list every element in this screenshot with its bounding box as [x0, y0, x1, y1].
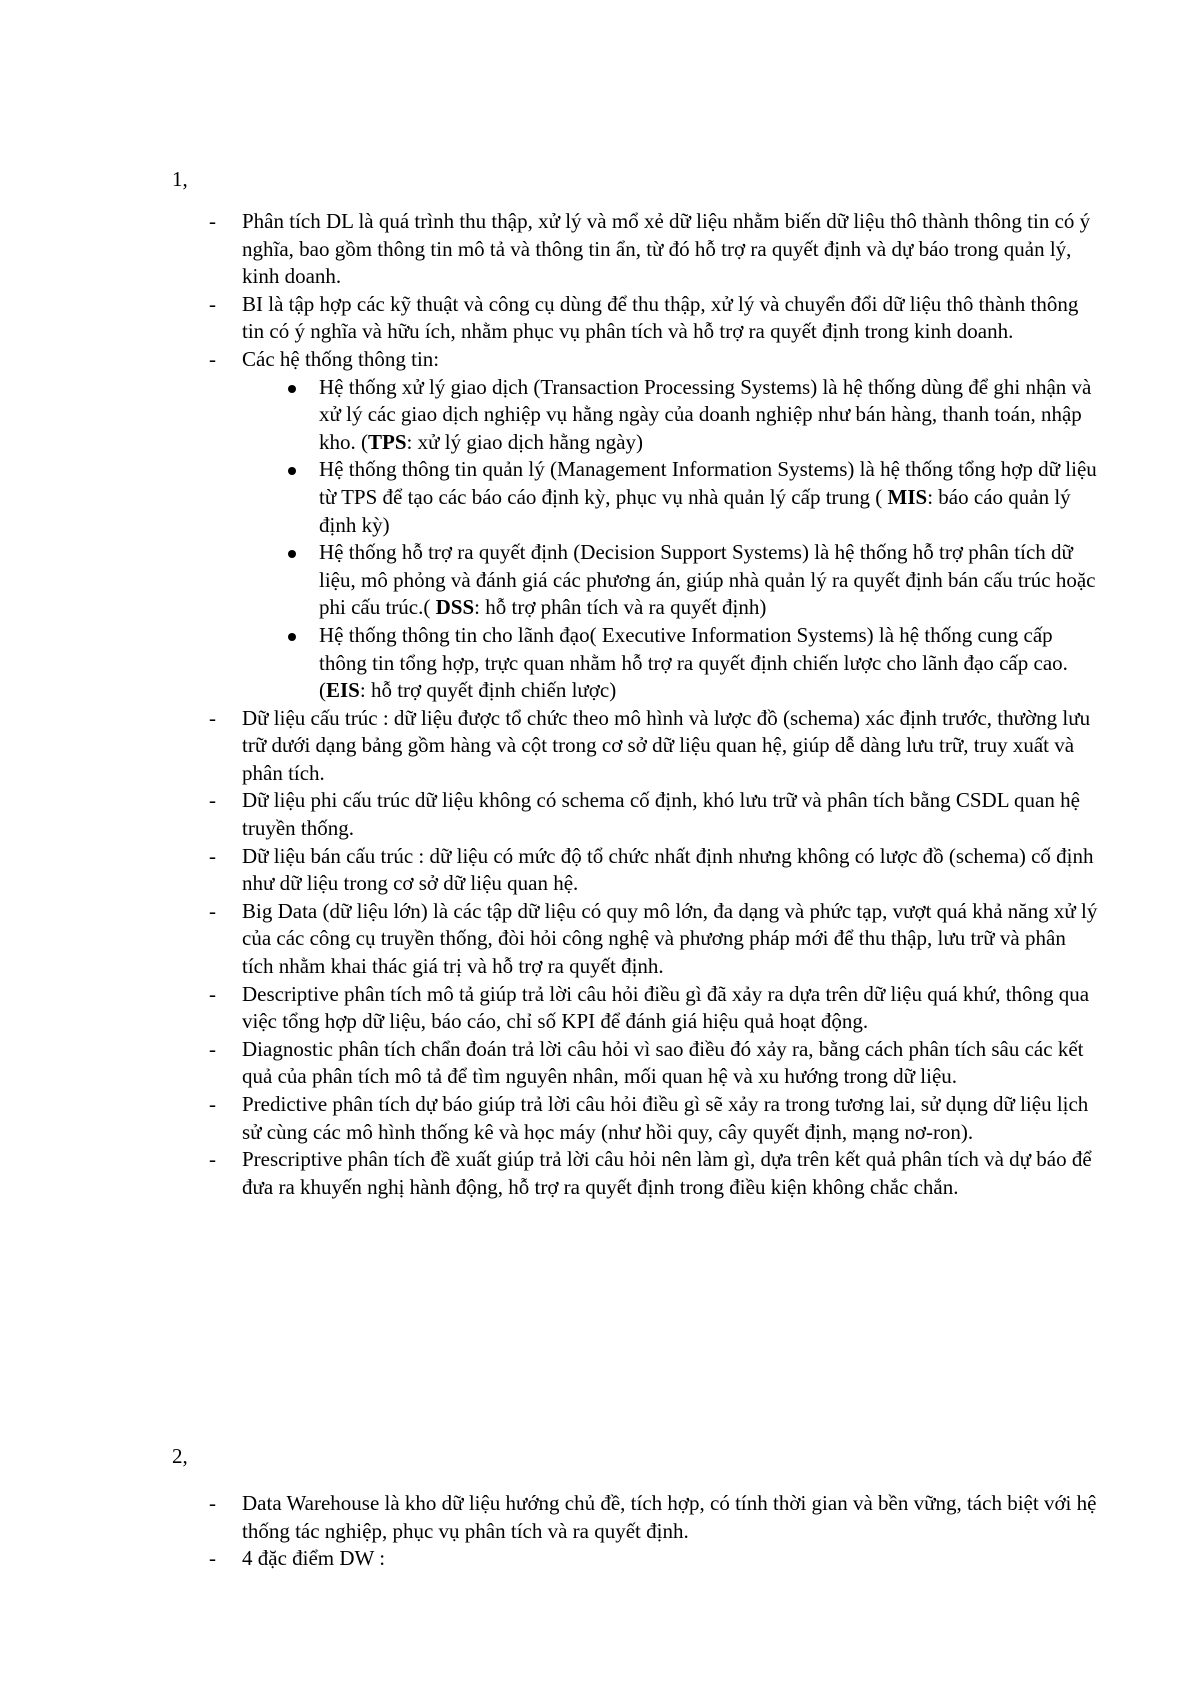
list-item-tps: Hệ thống xử lý giao dịch (Transaction Processing Systems) là hệ thống dùng để ghi nhận và xử lý các giao dịch nghiệp vụ hằng ngày của doanh nghiệp như bán hàng, thanh toán, nhập kho. (TPS: xử lý giao dịch hằng ngày)	[242, 374, 1097, 457]
dash-marker: -	[209, 1147, 216, 1172]
list-item-predictive: - Predictive phân tích dự báo giúp trả lời câu hỏi điều gì sẽ xảy ra trong tương lai, sử dụng dữ liệu lịch sử cùng các mô hình thống kê và học máy (như hồi quy, cây quyết định, mạng nơ-ron).	[209, 1092, 1089, 1144]
tps-abbr: TPS	[368, 429, 407, 454]
list-item-bi: - BI là tập hợp các kỹ thuật và công cụ dùng để thu thập, xử lý và chuyển đổi dữ liệu thô thành thông tin có ý nghĩa và hữu ích, nhằm phục vụ phân tích và hỗ trợ ra quyết định trong kinh doanh.	[209, 291, 1079, 344]
dash-marker: -	[209, 981, 216, 1006]
section-1-heading: 1,	[172, 167, 188, 191]
list-item-mis: Hệ thống thông tin quản lý (Management Information Systems) là hệ thống tổng hợp dữ liệu từ TPS để tạo các báo cáo định kỳ, phục vụ nhà quản lý cấp trung ( MIS: báo cáo quản lý định kỳ)	[242, 456, 1097, 539]
list-item-semistructured-data: - Dữ liệu bán cấu trúc : dữ liệu có mức độ tổ chức nhất định nhưng không có lược đồ (schema) cố định như dữ liệu trong cơ sở dữ liệu quan hệ.	[209, 843, 1094, 896]
dss-abbr: DSS	[435, 595, 475, 620]
section-2-heading: 2,	[172, 1444, 188, 1468]
list-item-eis: Hệ thống thông tin cho lãnh đạo( Executive Information Systems) là hệ thống cung cấp thông tin tổng hợp, trực quan nhằm hỗ trợ ra quyết định chiến lược cho lãnh đạo cấp cao. (EIS: hỗ trợ quyết định chiến lược)	[242, 622, 1097, 705]
list-item-unstructured-data: - Dữ liệu phi cấu trúc dữ liệu không có schema cố định, khó lưu trữ và phân tích bằng CSDL quan hệ truyền thống.	[209, 788, 1080, 841]
list-item-data-warehouse: - Data Warehouse là kho dữ liệu hướng chủ đề, tích hợp, có tính thời gian và bền vững, tách biệt với hệ thống tác nghiệp, phục vụ phân tích và ra quyết định.	[209, 1491, 1097, 1543]
dash-marker: -	[209, 843, 216, 868]
eis-abbr: EIS	[326, 678, 360, 703]
dash-marker: -	[209, 1036, 216, 1061]
list-item-prescriptive: - Prescriptive phân tích đề xuất giúp trả lời câu hỏi nên làm gì, dựa trên kết quả phân tích và dự báo để đưa ra khuyến nghị hành động, hỗ trợ ra quyết định trong điều kiện không chắc chắn.	[209, 1147, 1092, 1199]
dash-marker: -	[209, 209, 216, 233]
list-item-big-data: - Big Data (dữ liệu lớn) là các tập dữ liệu có quy mô lớn, đa dạng và phức tạp, vượt quá khả năng xử lý của các công cụ truyền thống, đòi hỏi công nghệ và phương pháp mới để thu thập, lưu trữ và phân tích nhằm khai thác giá trị và hỗ trợ ra quyết định.	[209, 898, 1098, 979]
bullet-dot-icon	[288, 385, 296, 393]
dash-marker: -	[209, 291, 216, 316]
list-item-diagnostic: - Diagnostic phân tích chẩn đoán trả lời câu hỏi vì sao điều đó xảy ra, bằng cách phân tích sâu các kết quả của phân tích mô tả để tìm nguyên nhân, mối quan hệ và xu hướng trong dữ liệu.	[209, 1036, 1084, 1089]
bullet-dot-icon	[288, 633, 296, 641]
section-2-list	[0, 1490, 1200, 1573]
dash-marker: -	[209, 898, 216, 923]
list-item-data-analysis: - Phân tích DL là quá trình thu thập, xử lý và mổ xẻ dữ liệu nhằm biến dữ liệu thô thành thông tin có ý nghĩa, bao gồm thông tin mô tả và thông tin ẩn, từ đó hỗ trợ ra quyết định và dự báo trong quản lý, kinh doanh.	[209, 209, 1091, 289]
section-1-list	[0, 208, 1200, 1201]
bullet-dot-icon	[288, 467, 296, 475]
bullet-dot-icon	[288, 550, 296, 558]
list-item-descriptive: - Descriptive phân tích mô tả giúp trả lời câu hỏi điều gì đã xảy ra dựa trên dữ liệu quá khứ, thông qua việc tổng hợp dữ liệu, báo cáo, chỉ số KPI để đánh giá hiệu quả hoạt động.	[209, 981, 1090, 1034]
list-item-structured-data: - Dữ liệu cấu trúc : dữ liệu được tổ chức theo mô hình và lược đồ (schema) xác định trước, thường lưu trữ dưới dạng bảng gồm hàng và cột trong cơ sở dữ liệu quan hệ, giúp dễ dàng lưu trữ, truy xuất và phân tích.	[209, 705, 1091, 785]
dash-marker: -	[209, 1491, 216, 1515]
dash-marker: -	[209, 346, 216, 371]
dash-marker: -	[209, 705, 216, 730]
list-item-info-systems: - Các hệ thống thông tin: Hệ thống xử lý giao dịch (Transaction Processing Systems) là hệ thống dùng để ghi nhận và xử lý các giao dịch nghiệp vụ hằng ngày của doanh nghiệp như bán hàng, thanh toán, nhập kho. (TPS: xử lý giao dịch hằng ngày) Hệ thống thông tin quản lý (Management Information Systems) là hệ thống tổng hợp dữ liệu từ TPS để tạo các báo cáo định kỳ, phục vụ nhà quản lý cấp trung ( MIS: báo cáo quản lý định kỳ) Hệ thống hỗ trợ ra quyết định (Decision Support Systems) là hệ thống hỗ trợ phân tích dữ liệu, mô phỏng và đánh giá các phương án, giúp nhà quản lý ra quyết định bán cấu trúc hoặc phi cấu trúc.( DSS: hỗ trợ phân tích và ra quyết định) Hệ thống thông tin cho lãnh đạo( Executive Information Systems) là hệ thống cung cấp thông tin tổng hợp, trực quan nhằm hỗ trợ ra quyết định chiến lược cho lãnh đạo cấp cao. (EIS: hỗ trợ quyết định chiến lược)	[0, 346, 1102, 705]
list-item-dss: Hệ thống hỗ trợ ra quyết định (Decision Support Systems) là hệ thống hỗ trợ phân tích dữ liệu, mô phỏng và đánh giá các phương án, giúp nhà quản lý ra quyết định bán cấu trúc hoặc phi cấu trúc.( DSS: hỗ trợ phân tích và ra quyết định)	[242, 539, 1097, 622]
dash-marker: -	[209, 1546, 216, 1571]
mis-abbr: MIS	[887, 484, 928, 509]
info-systems-sublist	[242, 374, 1102, 705]
dash-marker: -	[209, 788, 216, 813]
dash-marker: -	[209, 1092, 216, 1116]
list-item-dw-features: - 4 đặc điểm DW :	[0, 1545, 1102, 1573]
